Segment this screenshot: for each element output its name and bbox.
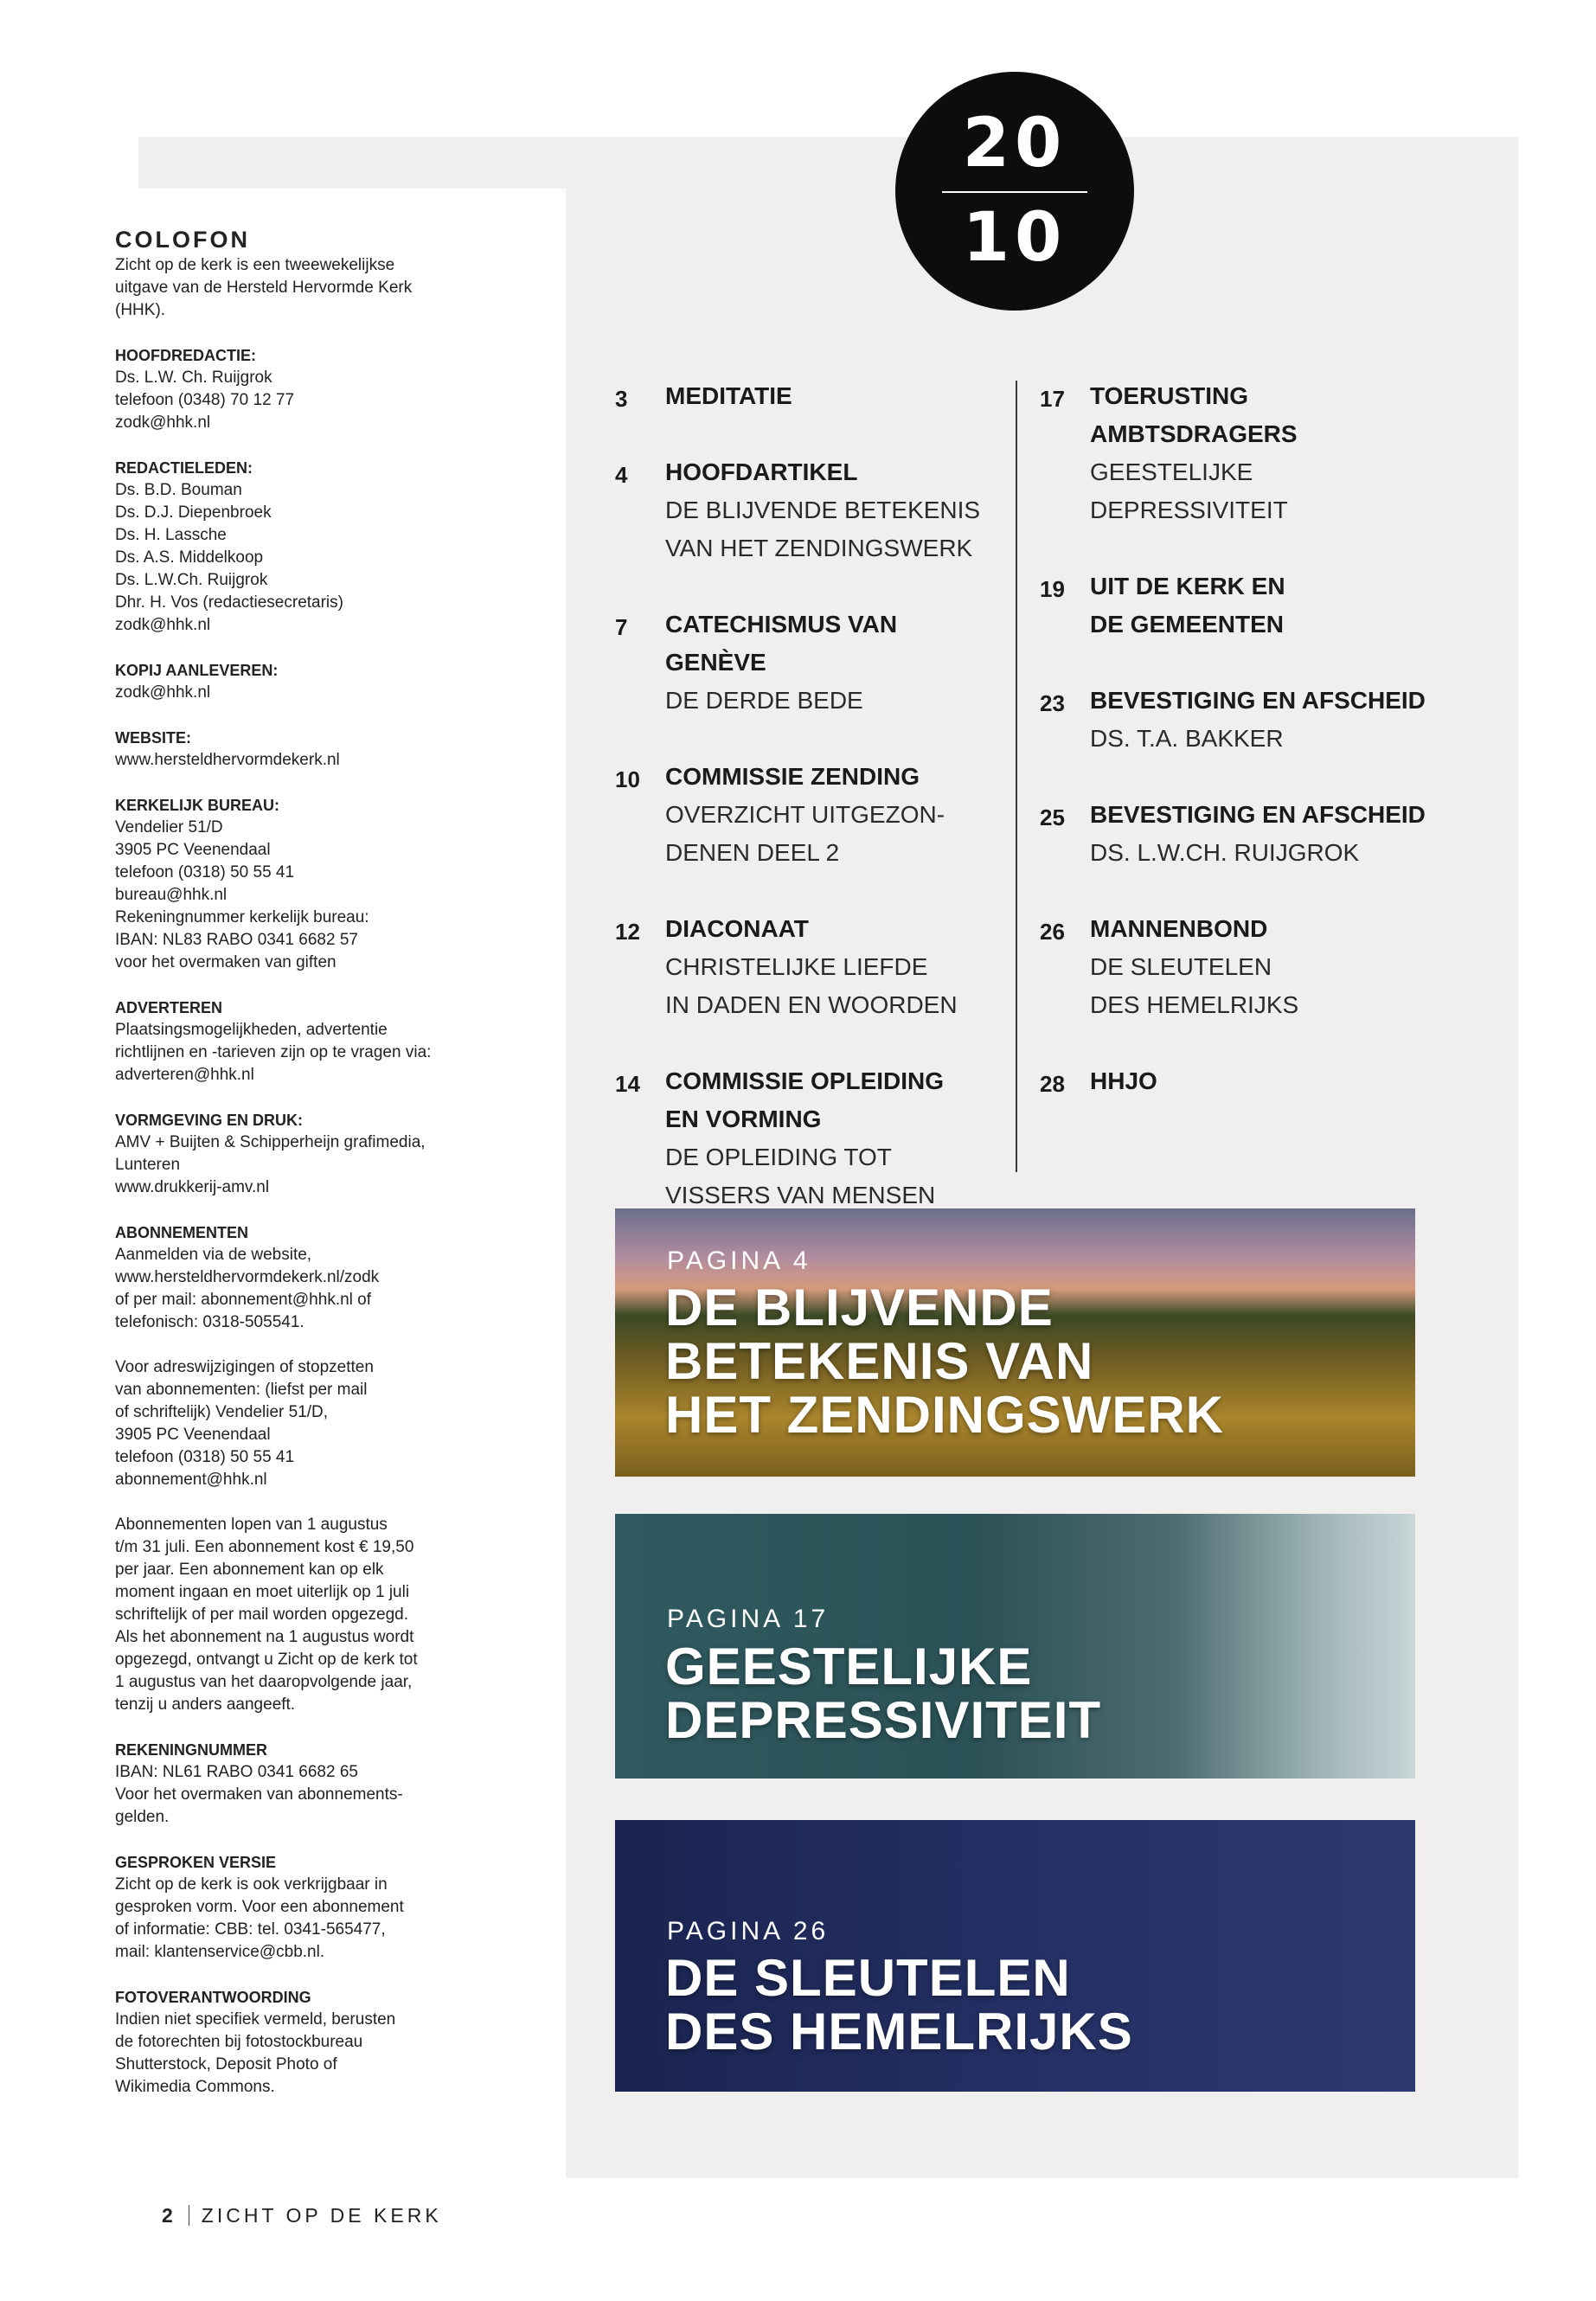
- colofon-line: Ds. D.J. Diepenbroek: [115, 503, 272, 522]
- colofon-line: telefoon (0348) 70 12 77: [115, 391, 295, 409]
- colofon-section: [115, 1739, 487, 1829]
- toc-page-number: 26: [1040, 919, 1065, 945]
- toc-page-number: 28: [1040, 1071, 1065, 1097]
- toc-page-number: 23: [1040, 690, 1065, 716]
- toc-subtitle: CHRISTELIJKE LIEFDE: [665, 953, 928, 980]
- colofon-line: Vendelier 51/D: [115, 818, 223, 836]
- toc-title: COMMISSIE ZENDING: [665, 763, 920, 790]
- toc-page-number: 10: [615, 766, 640, 792]
- colofon-paragraph: [115, 1514, 487, 1716]
- colofon-section: [115, 997, 487, 1086]
- toc-left-column: [615, 377, 996, 1253]
- colofon-section: [115, 727, 487, 772]
- toc-title: DIACONAAT: [665, 915, 809, 942]
- page-footer: [162, 2204, 442, 2227]
- toc-entry[interactable]: [1040, 682, 1438, 758]
- colofon-line: bureau@hhk.nl: [115, 886, 228, 904]
- toc-subtitle: DE BLIJVENDE BETEKENIS: [665, 497, 981, 523]
- colofon-line: of schriftelijk) Vendelier 51/D,: [115, 1403, 329, 1421]
- colofon-intro-line: (HHK).: [115, 301, 166, 319]
- colofon-line: telefoon (0318) 50 55 41: [115, 1448, 295, 1466]
- toc-entry[interactable]: [615, 453, 996, 567]
- colofon-section: [115, 1986, 487, 2099]
- colofon-line: IBAN: NL83 RABO 0341 6682 57: [115, 931, 358, 949]
- colofon-line: Aanmelden via de website,: [115, 1246, 312, 1264]
- colofon-line: zodk@hhk.nl: [115, 683, 211, 702]
- colofon-section-heading: GESPROKEN VERSIE: [115, 1854, 277, 1871]
- colofon-line: opgezegd, ontvangt u Zicht op de kerk tot: [115, 1650, 418, 1669]
- feature-banner-sleutelen[interactable]: [615, 1820, 1415, 2092]
- badge-divider: [942, 191, 1087, 193]
- toc-entry[interactable]: [615, 606, 996, 720]
- colofon-line: www.hersteldhervormdekerk.nl: [115, 751, 340, 769]
- colofon-line: Dhr. H. Vos (redactiesecretaris): [115, 593, 343, 612]
- toc-subtitle: DENEN DEEL 2: [665, 839, 840, 866]
- colofon-line: Zicht op de kerk is ook verkrijgbaar in: [115, 1875, 388, 1894]
- colofon-intro: [115, 254, 487, 322]
- feature-banner-zendingswerk[interactable]: [615, 1208, 1415, 1477]
- feature-banner-depressiviteit[interactable]: [615, 1514, 1415, 1779]
- colofon-line: www.hersteldhervormdekerk.nl/zodk: [115, 1268, 380, 1286]
- colofon-intro-line: Zicht op de kerk is een tweewekelijkse: [115, 256, 395, 274]
- colofon-line: of per mail: abonnement@hhk.nl of: [115, 1291, 372, 1309]
- banner-headline-line: DEPRESSIVITEIT: [665, 1691, 1102, 1749]
- toc-subtitle: DS. T.A. BAKKER: [1090, 725, 1284, 752]
- toc-title: HHJO: [1090, 1067, 1157, 1094]
- toc-page-number: 4: [615, 462, 628, 488]
- toc-entry[interactable]: [1040, 377, 1438, 529]
- issue-badge: [895, 72, 1134, 311]
- colofon-line: Indien niet specifiek vermeld, berusten: [115, 2010, 396, 2029]
- colofon-section: [115, 344, 487, 434]
- toc-title: HOOFDARTIKEL: [665, 458, 858, 485]
- toc-subtitle: DE OPLEIDING TOT: [665, 1144, 892, 1170]
- colofon-intro-line: uitgave van de Hersteld Hervormde Kerk: [115, 279, 413, 297]
- colofon-line: gesproken vorm. Voor een abonnement: [115, 1898, 404, 1916]
- toc-title: UIT DE KERK EN: [1090, 573, 1285, 599]
- banner-headline-line: DE BLIJVENDE: [665, 1279, 1054, 1336]
- toc-entry[interactable]: [1040, 1062, 1438, 1100]
- toc-entry[interactable]: [1040, 796, 1438, 872]
- colofon-section-heading: WEBSITE:: [115, 729, 191, 747]
- colofon-section-heading: ADVERTEREN: [115, 999, 223, 1016]
- colofon-line: telefoon (0318) 50 55 41: [115, 863, 295, 881]
- colofon-line: mail: klantenservice@cbb.nl.: [115, 1943, 325, 1961]
- toc-right-column: [1040, 377, 1438, 1138]
- colofon-line: Ds. H. Lassche: [115, 526, 227, 544]
- toc-title: BEVESTIGING EN AFSCHEID: [1090, 801, 1426, 828]
- colofon: [115, 227, 487, 2121]
- banner-headline-line: GEESTELIJKE: [665, 1638, 1033, 1695]
- colofon-section: [115, 1221, 487, 1716]
- toc-subtitle: DE SLEUTELEN: [1090, 953, 1272, 980]
- toc-title: AMBTSDRAGERS: [1090, 420, 1298, 447]
- toc-entry[interactable]: [615, 910, 996, 1024]
- page-number: 2: [162, 2204, 176, 2227]
- banner-headline-line: DES HEMELRIJKS: [665, 2003, 1133, 2061]
- colofon-line: Ds. B.D. Bouman: [115, 481, 242, 499]
- issue-number: 10: [962, 199, 1067, 277]
- toc-page-number: 7: [615, 614, 628, 640]
- colofon-line: Rekeningnummer kerkelijk bureau:: [115, 908, 369, 926]
- colofon-line: t/m 31 juli. Een abonnement kost € 19,50: [115, 1538, 414, 1556]
- colofon-line: of informatie: CBB: tel. 0341-565477,: [115, 1920, 386, 1939]
- colofon-line: Abonnementen lopen van 1 augustus: [115, 1516, 388, 1534]
- colofon-line: Ds. A.S. Middelkoop: [115, 548, 264, 567]
- banner-page-label: PAGINA 17: [667, 1605, 830, 1633]
- colofon-line: Ds. L.W. Ch. Ruijgrok: [115, 369, 272, 387]
- toc-entry[interactable]: [1040, 910, 1438, 1024]
- toc-subtitle: OVERZICHT UITGEZON-: [665, 801, 945, 828]
- colofon-line: schriftelijk of per mail worden opgezegd.: [115, 1606, 409, 1624]
- issue-year: 20: [962, 105, 1067, 183]
- colofon-section-heading: HOOFDREDACTIE:: [115, 347, 256, 364]
- toc-subtitle: DS. L.W.CH. RUIJGROK: [1090, 839, 1360, 866]
- toc-title: TOERUSTING: [1090, 382, 1249, 409]
- banner-page-label: PAGINA 4: [667, 1247, 811, 1275]
- toc-title: DE GEMEENTEN: [1090, 611, 1285, 638]
- toc-subtitle: IN DADEN EN WOORDEN: [665, 991, 958, 1018]
- toc-entry[interactable]: [615, 758, 996, 872]
- colofon-line: 1 augustus van het daaropvolgende jaar,: [115, 1673, 413, 1691]
- colofon-line: telefonisch: 0318-505541.: [115, 1313, 304, 1331]
- colofon-line: moment ingaan en moet uiterlijk op 1 juli: [115, 1583, 410, 1601]
- colofon-line: abonnement@hhk.nl: [115, 1471, 267, 1489]
- toc-entry[interactable]: [615, 377, 996, 415]
- colofon-line: Wikimedia Commons.: [115, 2078, 275, 2096]
- colofon-title: COLOFON: [115, 227, 250, 253]
- colofon-line: Als het abonnement na 1 augustus wordt: [115, 1628, 414, 1646]
- colofon-section-heading: KERKELIJK BUREAU:: [115, 797, 280, 814]
- colofon-line: zodk@hhk.nl: [115, 616, 211, 634]
- colofon-paragraph: [115, 1356, 487, 1491]
- colofon-paragraph: [115, 1244, 487, 1334]
- toc-title: MANNENBOND: [1090, 915, 1268, 942]
- colofon-line: www.drukkerij-amv.nl: [115, 1178, 270, 1196]
- toc-subtitle: VISSERS VAN MENSEN: [665, 1182, 936, 1208]
- banner-headline-line: HET ZENDINGSWERK: [665, 1386, 1224, 1444]
- toc-subtitle: VAN HET ZENDINGSWERK: [665, 535, 973, 561]
- magazine-name: ZICHT OP DE KERK: [201, 2204, 442, 2227]
- colofon-section: [115, 794, 487, 974]
- toc-title: COMMISSIE OPLEIDING: [665, 1067, 945, 1094]
- toc-subtitle: GEESTELIJKE: [1090, 458, 1253, 485]
- colofon-section-heading: REKENINGNUMMER: [115, 1741, 268, 1759]
- colofon-line: de fotorechten bij fotostockbureau: [115, 2033, 363, 2051]
- colofon-section-heading: KOPIJ AANLEVEREN:: [115, 662, 279, 679]
- colofon-line: Shutterstock, Deposit Photo of: [115, 2055, 337, 2073]
- banner-headline: [665, 1949, 1133, 2061]
- banner-headline: [665, 1640, 1101, 1747]
- banner-headline-line: BETEKENIS VAN: [665, 1332, 1094, 1390]
- colofon-section-heading: VORMGEVING EN DRUK:: [115, 1112, 304, 1129]
- colofon-section: [115, 457, 487, 637]
- colofon-section-heading: ABONNEMENTEN: [115, 1224, 249, 1241]
- colofon-section-heading: FOTOVERANTWOORDING: [115, 1989, 311, 2006]
- banner-headline-line: DE SLEUTELEN: [665, 1949, 1071, 2007]
- banner-headline: [665, 1281, 1224, 1442]
- colofon-line: per jaar. Een abonnement kan op elk: [115, 1561, 384, 1579]
- colofon-line: tenzij u anders aangeeft.: [115, 1695, 296, 1714]
- colofon-line: 3905 PC Veenendaal: [115, 1426, 271, 1444]
- colofon-line: Voor adreswijzigingen of stopzetten: [115, 1358, 374, 1376]
- toc-title: BEVESTIGING EN AFSCHEID: [1090, 687, 1426, 714]
- colofon-line: 3905 PC Veenendaal: [115, 841, 271, 859]
- colofon-section: [115, 659, 487, 704]
- colofon-sections: [115, 344, 487, 2099]
- colofon-line: Voor het overmaken van abonnements-: [115, 1785, 403, 1804]
- colofon-line: Plaatsingsmogelijkheden, advertentie: [115, 1021, 388, 1039]
- toc-page-number: 25: [1040, 804, 1065, 830]
- colofon-section-heading: REDACTIELEDEN:: [115, 459, 253, 477]
- toc-subtitle: DE DERDE BEDE: [665, 687, 863, 714]
- colofon-line: IBAN: NL61 RABO 0341 6682 65: [115, 1763, 358, 1781]
- toc-title: EN VORMING: [665, 1106, 822, 1132]
- toc-page-number: 3: [615, 386, 628, 412]
- colofon-line: richtlijnen en -tarieven zijn op te vragen via:: [115, 1043, 432, 1061]
- toc-entry[interactable]: [1040, 567, 1438, 644]
- toc-page-number: 19: [1040, 576, 1065, 602]
- toc-subtitle: DEPRESSIVITEIT: [1090, 497, 1288, 523]
- colofon-section: [115, 1851, 487, 1964]
- colofon-line: gelden.: [115, 1808, 170, 1826]
- toc-page-number: 17: [1040, 386, 1065, 412]
- toc-page-number: 14: [615, 1071, 640, 1097]
- toc-page-number: 12: [615, 919, 640, 945]
- colofon-line: AMV + Buijten & Schipperheijn grafimedia,: [115, 1133, 426, 1151]
- colofon-line: Ds. L.W.Ch. Ruijgrok: [115, 571, 268, 589]
- toc-subtitle: DES HEMELRIJKS: [1090, 991, 1299, 1018]
- colofon-line: voor het overmaken van giften: [115, 953, 337, 971]
- banner-page-label: PAGINA 26: [667, 1917, 830, 1945]
- toc-title: CATECHISMUS VAN GENÈVE: [665, 611, 898, 676]
- toc-divider: [1016, 381, 1017, 1172]
- colofon-line: zodk@hhk.nl: [115, 413, 211, 432]
- toc-title: MEDITATIE: [665, 382, 792, 409]
- colofon-section: [115, 1109, 487, 1199]
- colofon-line: adverteren@hhk.nl: [115, 1066, 254, 1084]
- colofon-line: Lunteren: [115, 1156, 181, 1174]
- colofon-line: van abonnementen: (liefst per mail: [115, 1381, 368, 1399]
- toc-entry[interactable]: [615, 1062, 996, 1215]
